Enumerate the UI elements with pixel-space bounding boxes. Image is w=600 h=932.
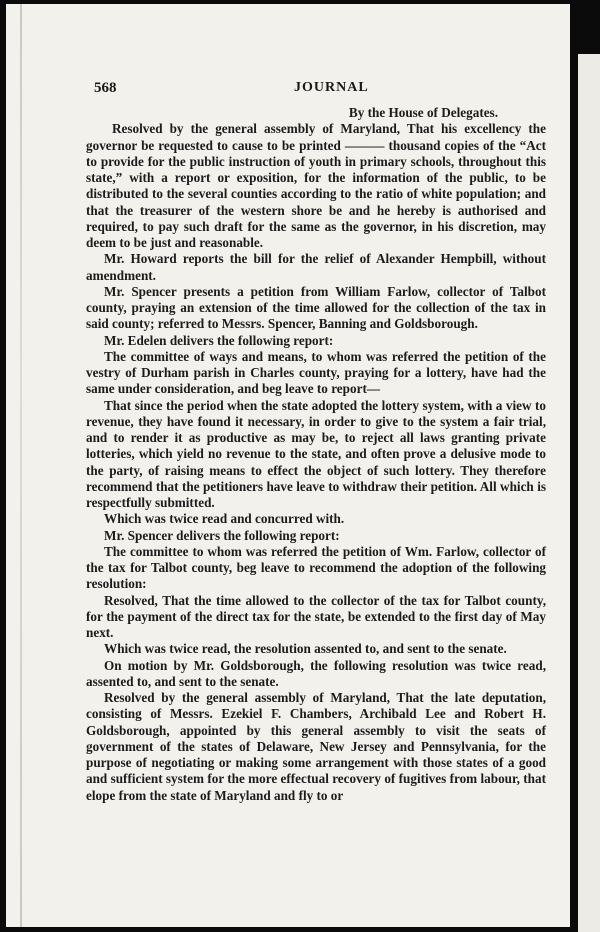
paragraph: Resolved, That the time allowed to the collector of the tax for Talbot county, for the payment of the direct tax for the state, be extended to the first day of May next. [86, 592, 546, 640]
paragraph: Mr. Edelen delivers the following report: [104, 332, 334, 348]
paragraph: On motion by Mr. Goldsborough, the following resolution was twice read, assented to, and sent to the senate. [86, 657, 546, 689]
paragraph: Which was twice read, the resolution assented to, and sent to the senate. [104, 641, 507, 657]
paragraph: The committee to whom was referred the petition of Wm. Farlow, collector of the tax for Talbot county, beg leave to recommend the adoption of the following resolution: [86, 543, 546, 592]
adjacent-page-strip [578, 32, 600, 932]
journal-body [86, 105, 546, 804]
paragraph: Mr. Howard reports the bill for the relief of Alexander Hempbill, without amendment. [86, 251, 546, 283]
paragraph: Which was twice read and concurred with. [104, 511, 345, 527]
paragraph: That since the period when the state adopted the lottery system, with a view to revenue, they have found it necessary, in order to give to the system a fair trial, and to render it as productive as may be, to reject all laws granting private lotteries, which yield no revenue to the state, and often prove a delusive mode to the party, of raising means to effect the object of such lottery. They therefore recommend that the petitioners have leave to withdraw their petition. All which is respectfully submitted. [86, 397, 546, 510]
running-title: JOURNAL [294, 80, 369, 95]
paragraph: Mr. Spencer presents a petition from William Farlow, collector of Talbot county, praying an extension of the time allowed for the collection of the tax in said county; referred to Messrs. Spencer, Banning and Goldsborough. [86, 283, 546, 332]
paragraph: Resolved by the general assembly of Maryland, That the late deputation, consisting of Messrs. Ezekiel F. Chambers, Archibald Lee and Robert H. Goldsborough, appointed by this general assembly to visit the seats of government of the states of Delaware, New Jersey and Pennsylvania, for the purpose of negotiating or making some arrangement with those states of a good and sufficient system for the more effectual recovery of fugitives from labour, that elope from the state of Maryland and fly to or [86, 690, 546, 803]
paragraph: Resolved by the general assembly of Maryland, That his excellency the governor be requested to cause to be printed ——— thousand copies of the “Act to provide for the public instruction of youth in primary schools, throughout this state,” with a report or exposition, for the information of the public, to be distributed to the several counties according to the ratio of white population; and that the treasurer of the western shore be and he hereby is authorised and required, to pay such draft for the same as the governor, in his discretion, may deem to be just and reasonable. [86, 121, 546, 250]
adjacent-page-edge [572, 4, 600, 927]
paragraph: The committee of ways and means, to whom was referred the petition of the vestry of Durham parish in Charles county, praying for a lottery, have had the same under consideration, and beg leave to report— [86, 348, 546, 397]
page-scan [6, 4, 570, 927]
paragraph: Mr. Spencer delivers the following report: [104, 527, 340, 543]
section-heading: By the House of Delegates. [348, 105, 498, 120]
page-number: 568 [94, 80, 117, 96]
